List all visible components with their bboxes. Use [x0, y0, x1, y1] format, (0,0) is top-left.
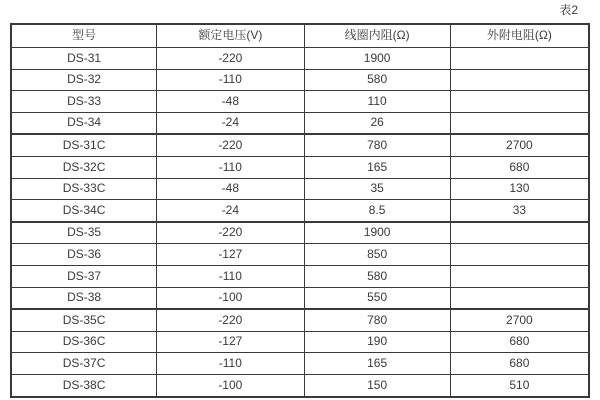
table-cell: 8.5 [304, 200, 450, 222]
table-cell: 26 [304, 112, 450, 134]
spec-table [10, 23, 590, 398]
table-cell: 2700 [450, 309, 589, 331]
table-cell: -48 [157, 91, 304, 113]
table-cell: 130 [450, 178, 589, 200]
table-cell: DS-34C [11, 200, 157, 222]
table-row [11, 353, 589, 375]
table-cell: 150 [304, 374, 450, 396]
table-cell: 580 [304, 69, 450, 91]
table-row [11, 48, 589, 70]
table-cell: -220 [157, 222, 304, 244]
table-cell: 850 [304, 244, 450, 266]
table-cell: 780 [304, 134, 450, 156]
column-header: 外附电阻(Ω) [450, 24, 589, 48]
table-cell: 550 [304, 287, 450, 309]
table-cell: 680 [450, 156, 589, 178]
table-cell: -100 [157, 287, 304, 309]
table-row [11, 200, 589, 222]
table-cell: -48 [157, 178, 304, 200]
table-cell [450, 69, 589, 91]
table-cell: DS-31 [11, 48, 157, 70]
table-row [11, 244, 589, 266]
table-cell: DS-32 [11, 69, 157, 91]
table-caption: 表2 [559, 3, 578, 17]
table-cell: -110 [157, 156, 304, 178]
table-cell: 35 [304, 178, 450, 200]
table-cell: DS-31C [11, 134, 157, 156]
table-cell [450, 244, 589, 266]
table-cell: -100 [157, 374, 304, 396]
table-cell: -24 [157, 200, 304, 222]
table-cell: 110 [304, 91, 450, 113]
table-cell: DS-35C [11, 309, 157, 331]
table-cell: -220 [157, 134, 304, 156]
table-row [11, 331, 589, 353]
table-cell: DS-33 [11, 91, 157, 113]
table-cell: 680 [450, 331, 589, 353]
table-cell: 165 [304, 353, 450, 375]
table-cell: DS-34 [11, 112, 157, 134]
table-cell: -127 [157, 331, 304, 353]
table-cell: DS-38 [11, 287, 157, 309]
column-header: 额定电压(V) [157, 24, 304, 48]
table-cell [450, 112, 589, 134]
table-cell: 2700 [450, 134, 589, 156]
table-cell: -220 [157, 48, 304, 70]
table-cell [450, 287, 589, 309]
table-cell: DS-36C [11, 331, 157, 353]
table-cell: 165 [304, 156, 450, 178]
table-row [11, 178, 589, 200]
table-cell: -110 [157, 69, 304, 91]
table-row [11, 287, 589, 309]
table-cell: 1900 [304, 222, 450, 244]
table-row [11, 69, 589, 91]
table-row [11, 156, 589, 178]
table-header-row [11, 24, 589, 48]
table-row [11, 265, 589, 287]
table-row [11, 309, 589, 331]
column-header: 型号 [11, 24, 157, 48]
table-cell: DS-37 [11, 265, 157, 287]
table-cell [450, 48, 589, 70]
table-cell: DS-35 [11, 222, 157, 244]
table-cell: DS-38C [11, 374, 157, 396]
table-cell: 680 [450, 353, 589, 375]
table-cell: DS-37C [11, 353, 157, 375]
table-row [11, 91, 589, 113]
table-cell: 190 [304, 331, 450, 353]
table-cell [450, 91, 589, 113]
table-row [11, 374, 589, 396]
table-cell [450, 265, 589, 287]
table-cell: -127 [157, 244, 304, 266]
table-cell: -220 [157, 309, 304, 331]
table-cell: 33 [450, 200, 589, 222]
table-cell: 510 [450, 374, 589, 396]
table-cell: 780 [304, 309, 450, 331]
table-cell: DS-32C [11, 156, 157, 178]
table-cell: DS-33C [11, 178, 157, 200]
column-header: 线圈内阻(Ω) [304, 24, 450, 48]
table-row [11, 134, 589, 156]
table-cell: 1900 [304, 48, 450, 70]
table-row [11, 222, 589, 244]
table-cell: -110 [157, 265, 304, 287]
table-cell: DS-36 [11, 244, 157, 266]
table-cell: 580 [304, 265, 450, 287]
table-cell: -24 [157, 112, 304, 134]
table-cell: -110 [157, 353, 304, 375]
table-row [11, 112, 589, 134]
table-cell [450, 222, 589, 244]
